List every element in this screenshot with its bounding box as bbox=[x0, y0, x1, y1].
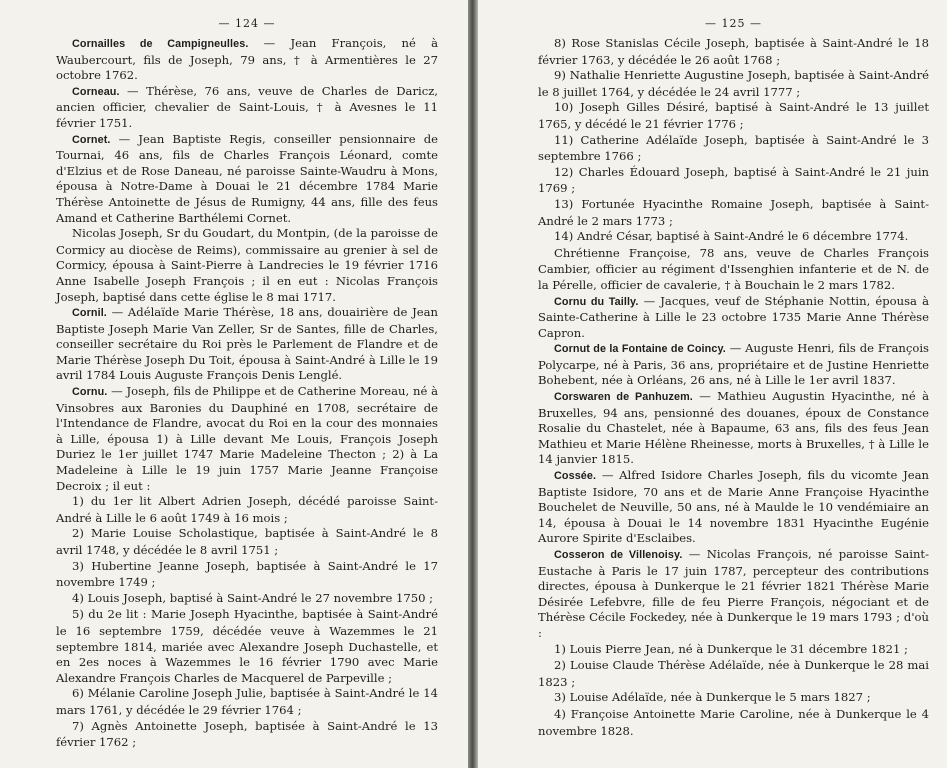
left-page bbox=[0, 0, 468, 768]
entry-name: Corswaren de Panhuzem. bbox=[554, 391, 693, 404]
entry bbox=[538, 229, 929, 246]
book-gutter bbox=[468, 0, 478, 768]
entry-name: Cornu du Tailly. bbox=[554, 295, 639, 308]
entry-text: 7) Agnès Antoinette Joseph, baptisée à Saint-André le 13 février 1762 ; bbox=[56, 718, 438, 750]
entry bbox=[538, 197, 929, 229]
entry-text: 11) Catherine Adélaïde Joseph, baptisée à Saint-André le 3 septembre 1766 ; bbox=[538, 132, 929, 164]
page-number: — 125 — bbox=[705, 17, 762, 30]
entry-text: 2) Louise Claude Thérèse Adélaïde, née à Dunkerque le 28 mai 1823 ; bbox=[538, 658, 929, 689]
page-number: — 124 — bbox=[218, 17, 276, 30]
entry-text: — Alfred Isidore Charles Joseph, fils du vicomte Jean Baptiste Isidore, 70 ans et de Marie Anne Françoise Hyacinthe Bouchelet de Neuville, 50 ans, né à Maulde le 10 vendémiaire an 14, épousa à Douai le 14 novembre 1831 Hyacinthe Eugénie Aurore Spirite d'Esclaibes. bbox=[538, 468, 929, 546]
entry bbox=[56, 607, 438, 686]
entry bbox=[538, 658, 929, 690]
entry-text: 8) Rose Stanislas Cécile Joseph, baptisée à Saint-André le 18 février 1763, y décédée le 26 août 1768 ; bbox=[538, 36, 929, 67]
entry-name: Cossée. bbox=[554, 470, 597, 483]
entry-text: 5) du 2e lit : Marie Joseph Hyacinthe, baptisée à Saint-André le 16 septembre 1759, décédée veuve à Wazemmes le 21 septembre 1814, mariée avec Alexandre Joseph Duchastelle, et en 2es noces à Wazemmes le 16 février 1790 avec Marie Alexandre François Charles de Macquerel de Parpeville ; bbox=[56, 607, 438, 685]
entry bbox=[56, 559, 438, 591]
entry-name: Cornailles de Campigneulles. bbox=[72, 38, 249, 50]
entry bbox=[538, 690, 929, 707]
entry bbox=[538, 36, 929, 68]
entry-name: Corneau. bbox=[72, 85, 120, 98]
entry-text: 4) Louis Joseph, baptisé à Saint-André le 27 novembre 1750 ; bbox=[72, 590, 434, 605]
entry bbox=[56, 384, 438, 494]
entry bbox=[538, 68, 929, 100]
entry-text: — Mathieu Augustin Hyacinthe, né à Bruxelles, 94 ans, pensionné des douanes, époux de Constance Rosalie du Chastelet, née à Bapaume, 63 ans, fils des feus Jean Mathieu et Marie Hélène Rheinesse, morts à Bruxelles, † à Lille le 14 janvier 1815. bbox=[538, 389, 929, 467]
entry bbox=[56, 305, 438, 384]
entry-text: — Joseph, fils de Philippe et de Catherine Moreau, né à Vinsobres aux Baronies du Dauphiné en 1708, secrétaire de l'Intendance de Flandre, avocat du Roi en la cour des monnaies à Lille, épousa 1) à Lille devant Me Louis, François Joseph Duriez le 1er juillet 1747 Marie Madeleine Thecton ; 2) à La Madeleine à Lille le 19 juin 1757 Marie Jeanne Françoise Decroix ; il eut : bbox=[56, 384, 438, 493]
entry bbox=[56, 494, 438, 526]
entry bbox=[538, 165, 929, 197]
entry-text: 3) Hubertine Jeanne Joseph, baptisée à Saint-André le 17 novembre 1749 ; bbox=[56, 558, 438, 590]
entry-text: 10) Joseph Gilles Désiré, baptisé à Saint-André le 13 juillet 1765, y décédé le 21 février 1776 ; bbox=[538, 100, 929, 131]
entry bbox=[538, 547, 929, 642]
entry-name: Cornil. bbox=[72, 307, 107, 320]
entry-text: 4) Françoise Antoinette Marie Caroline, née à Dunkerque le 4 novembre 1828. bbox=[538, 706, 929, 738]
entry bbox=[538, 341, 929, 389]
entry-text: 12) Charles Édouard Joseph, baptisé à Saint-André le 21 juin 1769 ; bbox=[538, 164, 929, 196]
right-page bbox=[478, 0, 947, 768]
entry bbox=[538, 707, 929, 739]
entry-name: Cornut de la Fontaine de Coincy. bbox=[554, 343, 726, 356]
entry-name: Cosseron de Villenoisy. bbox=[554, 549, 683, 561]
entry bbox=[538, 133, 929, 165]
entry bbox=[56, 719, 438, 751]
entry bbox=[538, 294, 929, 342]
entry bbox=[56, 591, 438, 608]
entry-text: 6) Mélanie Caroline Joseph Julie, baptisée à Saint-André le 14 mars 1761, y décédée le 29 février 1764 ; bbox=[56, 686, 438, 717]
entry bbox=[56, 132, 438, 227]
entry-name: Cornu. bbox=[72, 386, 108, 399]
entry bbox=[538, 100, 929, 132]
entry bbox=[56, 84, 438, 132]
entry bbox=[56, 36, 438, 84]
entry bbox=[538, 642, 929, 659]
entry-text: 9) Nathalie Henriette Augustine Joseph, baptisée à Saint-André le 8 juillet 1764, y décédée le 24 avril 1777 ; bbox=[538, 68, 929, 99]
entry bbox=[56, 526, 438, 558]
entry-text: Chrétienne Françoise, 78 ans, veuve de Charles François Cambier, officier au régiment d'Issenghien infanterie et de N. de la Pérelle, officier de cavalerie, † à Bouchain le 2 mars 1782. bbox=[538, 245, 929, 292]
entry-text: 14) André César, baptisé à Saint-André le 6 décembre 1774. bbox=[554, 229, 909, 244]
entry bbox=[56, 686, 438, 718]
entry-text: 1) Louis Pierre Jean, né à Dunkerque le 31 décembre 1821 ; bbox=[554, 641, 908, 656]
entry-name: Cornet. bbox=[72, 133, 111, 146]
entry-text: — Thérèse, 76 ans, veuve de Charles de Daricz, ancien officier, chevalier de Saint-Louis, † à Avesnes le 11 février 1751. bbox=[56, 83, 438, 130]
entry-text: — Nicolas François, né paroisse Saint-Eustache à Paris le 17 juin 1787, percepteur des contributions directes, épousa à Dunkerque le 21 février 1821 Thérèse Marie Désirée Lefebvre, fille de feu Pierre François, négociant et de Thérèse Cécile Fockedey, née à Dunkerque le 19 mars 1793 ; d'où : bbox=[538, 547, 929, 640]
entry-text: — Jean François, né à Waubercourt, fils de Joseph, 79 ans, † à Armentières le 27 octobre 1762. bbox=[56, 36, 438, 83]
entry-text: — Jean Baptiste Regis, conseiller pensionnaire de Tournai, 46 ans, fils de Charles François Léonard, comte d'Elzius et de Rose Daneau, né paroisse Sainte-Waudru à Mons, épousa à Notre-Dame à Douai le 21 décembre 1784 Marie Thérèse Antoinette de Jésus de Rumigny, 44 ans, fille des feus Amand et Catherine Barthélemi Cornet. bbox=[56, 131, 438, 225]
entry-text: 2) Marie Louise Scholastique, baptisée à Saint-André le 8 avril 1748, y décédée le 8 avril 1751 ; bbox=[56, 526, 438, 557]
entry bbox=[56, 226, 438, 305]
entry-text: — Jacques, veuf de Stéphanie Nottin, épousa à Sainte-Catherine à Lille le 23 octobre 1735 Marie Anne Thérèse Capron. bbox=[538, 293, 929, 340]
entry bbox=[538, 468, 929, 547]
entry-text: Nicolas Joseph, Sr du Goudart, du Montpin, (de la paroisse de Cormicy au diocèse de Reims), commissaire au grenier à sel de Cormicy, épousa à Saint-Pierre à Landrecies le 19 février 1716 Anne Isabelle Joseph François ; il en eut : Nicolas François Joseph, baptisé dans cette église le 8 mai 1717. bbox=[56, 226, 438, 304]
entry bbox=[538, 246, 929, 294]
entry bbox=[538, 389, 929, 468]
entry-text: — Auguste Henri, fils de François Polycarpe, né à Paris, 36 ans, propriétaire et de Justine Henriette Bohebent, née à Orléans, 26 ans, né à Lille le 1er avril 1837. bbox=[538, 341, 929, 388]
entry-text: 3) Louise Adélaïde, née à Dunkerque le 5 mars 1827 ; bbox=[554, 690, 871, 705]
entry-text: 13) Fortunée Hyacinthe Romaine Joseph, baptisée à Saint-André le 2 mars 1773 ; bbox=[538, 196, 929, 228]
entry-text: — Adélaïde Marie Thérèse, 18 ans, douairière de Jean Baptiste Joseph Marie Van Zeller, Sr de Santes, fille de Charles, conseiller secrétaire du Roi près le Parlement de Flandre et de Marie Thérèse Joseph Du Toit, épousa à Saint-André à Lille le 19 avril 1784 Louis Auguste François Denis Lenglé. bbox=[56, 305, 438, 383]
entry-text: 1) du 1er lit Albert Adrien Joseph, décédé paroisse Saint-André à Lille le 6 août 1749 à 16 mois ; bbox=[56, 494, 438, 525]
